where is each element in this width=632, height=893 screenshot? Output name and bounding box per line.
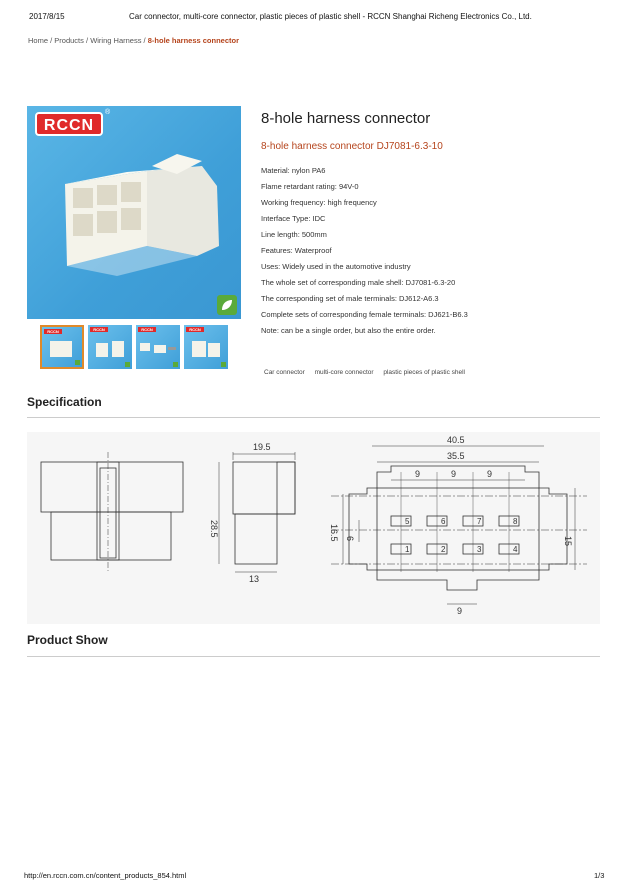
breadcrumb <box>28 36 239 45</box>
spec-male-shell: The whole set of corresponding male shell: DJ7081-6.3-20 <box>261 278 456 287</box>
dim-top-width: 19.5 <box>253 442 271 452</box>
connector-photo <box>27 106 241 319</box>
technical-drawing <box>27 432 600 624</box>
tag-list <box>264 369 473 376</box>
dim-pitch-3: 9 <box>487 469 493 479</box>
dim-bottom-width: 13 <box>249 574 260 584</box>
breadcrumb-wiring-harness[interactable]: Wiring Harness <box>90 36 142 45</box>
section-title-specification: Specification <box>27 395 102 409</box>
breadcrumb-separator: / <box>50 36 53 45</box>
tag-car-connector[interactable]: Car connector <box>264 369 305 376</box>
rccn-logo: RCCN <box>44 329 62 334</box>
section-title-product-show: Product Show <box>27 633 108 647</box>
breadcrumb-home[interactable]: Home <box>28 36 49 45</box>
drawing-svg <box>27 432 600 624</box>
pin-label: 7 <box>477 517 482 526</box>
spec-note: Note: can be a single order, but also the entire order. <box>261 326 436 335</box>
dim-pin-height: 6 <box>345 536 355 542</box>
pin-label: 1 <box>405 545 410 554</box>
leaf-icon <box>125 362 130 367</box>
thumbnail-2[interactable] <box>88 325 132 369</box>
dim-pitch-2: 9 <box>451 469 457 479</box>
divider <box>27 417 600 418</box>
rccn-logo: RCCN <box>138 327 156 332</box>
footer-url[interactable]: http://en.rccn.com.cn/content_products_854.html <box>24 871 187 880</box>
product-title: 8-hole harness connector <box>261 110 431 127</box>
leaf-icon <box>173 362 178 367</box>
thumbnail-1[interactable] <box>40 325 84 369</box>
rccn-logo: RCCN <box>186 327 204 332</box>
pin-label: 6 <box>441 517 446 526</box>
product-spec-list <box>261 163 468 339</box>
pin-label: 5 <box>405 517 410 526</box>
page-number: 1/3 <box>594 871 605 880</box>
breadcrumb-current: 8-hole harness connector <box>147 36 240 45</box>
spec-uses: Uses: Widely used in the automotive industry <box>261 262 411 271</box>
spec-flame-rating: Flame retardant rating: 94V-0 <box>261 182 359 191</box>
pin-label: 2 <box>441 545 446 554</box>
spec-line-length: Line length: 500mm <box>261 230 327 239</box>
pin-label: 8 <box>513 517 518 526</box>
page-title: Car connector, multi-core connector, plastic pieces of plastic shell - RCCN Shanghai Richeng Electronics Co., Ltd. <box>129 12 532 21</box>
spec-material: Material: nylon PA6 <box>261 166 326 175</box>
thumbnail-3[interactable] <box>136 325 180 369</box>
spec-male-terminals: The corresponding set of male terminals: DJ612-A6.3 <box>261 294 439 303</box>
product-subtitle: 8-hole harness connector DJ7081-6.3-10 <box>261 141 443 152</box>
rccn-logo: RCCN <box>35 112 103 136</box>
tag-plastic-shell[interactable]: plastic pieces of plastic shell <box>383 369 465 376</box>
rccn-logo: RCCN <box>90 327 108 332</box>
product-main-image[interactable] <box>27 106 241 319</box>
divider <box>27 656 600 657</box>
spec-features: Features: Waterproof <box>261 246 332 255</box>
breadcrumb-separator: / <box>86 36 89 45</box>
tag-multi-core-connector[interactable]: multi-core connector <box>314 369 374 376</box>
breadcrumb-separator: / <box>143 36 146 45</box>
print-date: 2017/8/15 <box>29 12 65 21</box>
thumbnail-4[interactable] <box>184 325 228 369</box>
dim-tab-width: 9 <box>457 606 463 616</box>
spec-female-terminals: Complete sets of corresponding female terminals: DJ621-B6.3 <box>261 310 468 319</box>
pin-label: 3 <box>477 545 482 554</box>
leaf-icon <box>75 360 80 365</box>
breadcrumb-products[interactable]: Products <box>54 36 84 45</box>
pin-label: 4 <box>513 545 518 554</box>
dim-total-width: 40.5 <box>447 435 465 445</box>
registered-mark: ® <box>105 109 111 116</box>
dim-pitch-1: 9 <box>415 469 421 479</box>
spec-interface-type: Interface Type: IDC <box>261 214 326 223</box>
leaf-icon <box>217 295 237 315</box>
dim-front-height: 16.5 <box>329 524 339 542</box>
leaf-icon <box>221 362 226 367</box>
dim-side-height: 28.5 <box>209 520 219 538</box>
spec-working-frequency: Working frequency: high frequency <box>261 198 377 207</box>
dim-inner-width: 35.5 <box>447 451 465 461</box>
dim-right-height: 15 <box>563 536 573 547</box>
